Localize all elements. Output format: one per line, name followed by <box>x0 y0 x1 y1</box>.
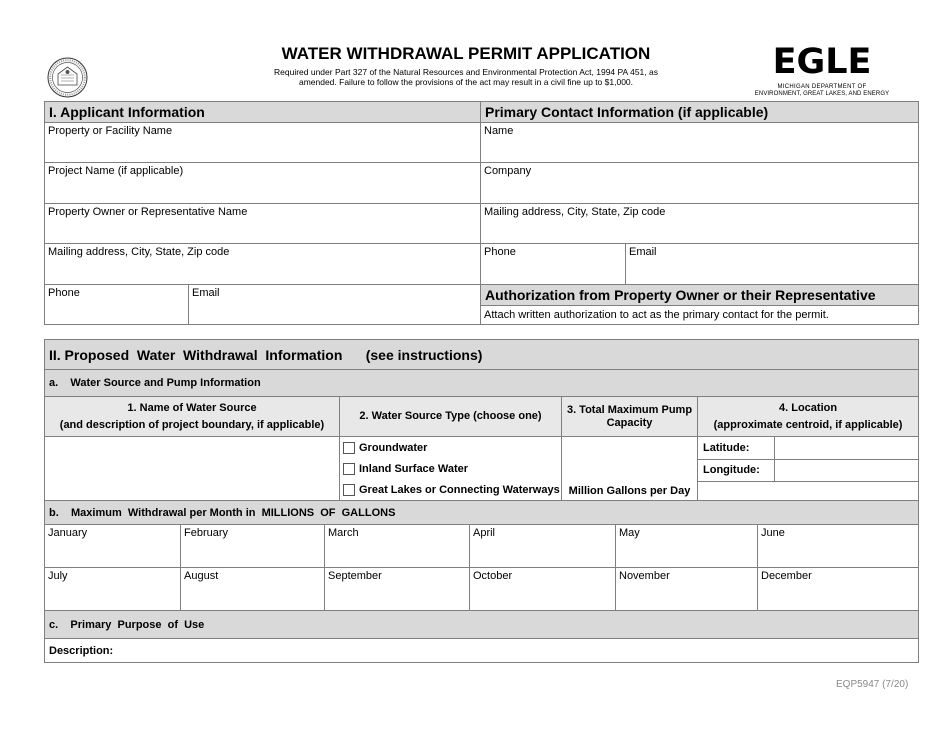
section-2-header: II. Proposed Water Withdrawal Information (see instructions) <box>45 340 919 370</box>
month-field-october[interactable]: October <box>470 568 616 611</box>
contact-email-field[interactable]: Email <box>626 244 919 285</box>
latitude-label: Latitude: <box>698 437 774 459</box>
water-source-name-field[interactable] <box>45 437 340 501</box>
egle-logo <box>752 42 892 100</box>
egle-logo-line1: MICHIGAN DEPARTMENT OF <box>777 84 867 90</box>
applicant-email-field[interactable]: Email <box>189 285 481 325</box>
month-field-may[interactable]: May <box>616 525 758 568</box>
great-lakes-option[interactable]: Great Lakes or Connecting Waterways <box>343 479 561 500</box>
applicant-information-header: I. Applicant Information <box>45 102 481 123</box>
project-name-field[interactable]: Project Name (if applicable) <box>45 163 481 204</box>
groundwater-checkbox[interactable] <box>343 442 355 454</box>
primary-contact-header: Primary Contact Information (if applicable) <box>481 102 919 123</box>
month-field-november[interactable]: November <box>616 568 758 611</box>
month-field-september[interactable]: September <box>325 568 470 611</box>
description-field[interactable]: Description: <box>45 639 919 663</box>
form-subtitle: Required under Part 327 of the Natural Resources and Environmental Protection Act, 1994 PA 451, as amended. Failure to follow the provisions of the act may result in a civil fine up to $1,000. <box>274 67 658 87</box>
property-facility-name-field[interactable]: Property or Facility Name <box>45 123 481 163</box>
owner-name-field[interactable]: Property Owner or Representative Name <box>45 204 481 244</box>
applicant-address-field[interactable]: Mailing address, City, State, Zip code <box>45 244 481 285</box>
location-fields <box>698 437 919 501</box>
water-source-name-column-header: 1. Name of Water Source (and description of project boundary, if applicable) <box>45 397 340 437</box>
great-lakes-checkbox[interactable] <box>343 484 355 496</box>
month-field-march[interactable]: March <box>325 525 470 568</box>
longitude-label: Longitude: <box>698 459 774 481</box>
contact-address-field[interactable]: Mailing address, City, State, Zip code <box>481 204 919 244</box>
company-field[interactable]: Company <box>481 163 919 204</box>
egle-logo-text: EGLE <box>772 42 872 82</box>
contact-phone-field[interactable]: Phone <box>481 244 626 285</box>
authorization-instruction: Attach written authorization to act as the primary contact for the permit. <box>481 306 919 325</box>
capacity-unit-label: Million Gallons per Day <box>568 485 691 497</box>
month-field-june[interactable]: June <box>758 525 919 568</box>
location-column-header: 4. Location (approximate centroid, if applicable) <box>698 397 919 437</box>
water-source-subheader: a. Water Source and Pump Information <box>45 370 919 397</box>
month-field-january[interactable]: January <box>45 525 181 568</box>
inland-surface-water-checkbox[interactable] <box>343 463 355 475</box>
month-field-december[interactable]: December <box>758 568 919 611</box>
applicant-phone-field[interactable]: Phone <box>45 285 189 325</box>
longitude-input[interactable] <box>774 459 918 481</box>
month-field-april[interactable]: April <box>470 525 616 568</box>
water-source-type-column-header: 2. Water Source Type (choose one) <box>340 397 562 437</box>
primary-purpose-subheader: c. Primary Purpose of Use <box>45 611 919 639</box>
month-field-august[interactable]: August <box>181 568 325 611</box>
month-field-july[interactable]: July <box>45 568 181 611</box>
pump-capacity-field[interactable] <box>562 437 698 501</box>
applicant-section-table <box>44 101 919 325</box>
authorization-header: Authorization from Property Owner or their Representative <box>481 285 919 306</box>
contact-name-field[interactable]: Name <box>481 123 919 163</box>
inland-surface-water-option[interactable]: Inland Surface Water <box>343 458 561 479</box>
groundwater-option[interactable]: Groundwater <box>343 437 561 458</box>
form-title: WATER WITHDRAWAL PERMIT APPLICATION <box>281 44 651 63</box>
latitude-input[interactable] <box>774 437 918 459</box>
form-number: EQP5947 (7/20) <box>836 679 909 690</box>
pump-capacity-column-header: 3. Total Maximum Pump Capacity <box>562 397 698 437</box>
water-withdrawal-table <box>44 339 919 663</box>
water-source-type-options <box>340 437 562 501</box>
michigan-seal-icon <box>47 57 88 98</box>
monthly-withdrawal-subheader: b. Maximum Withdrawal per Month in MILLIONS OF GALLONS <box>45 501 919 525</box>
egle-logo-line2: ENVIRONMENT, GREAT LAKES, AND ENERGY <box>754 91 890 97</box>
month-field-february[interactable]: February <box>181 525 325 568</box>
